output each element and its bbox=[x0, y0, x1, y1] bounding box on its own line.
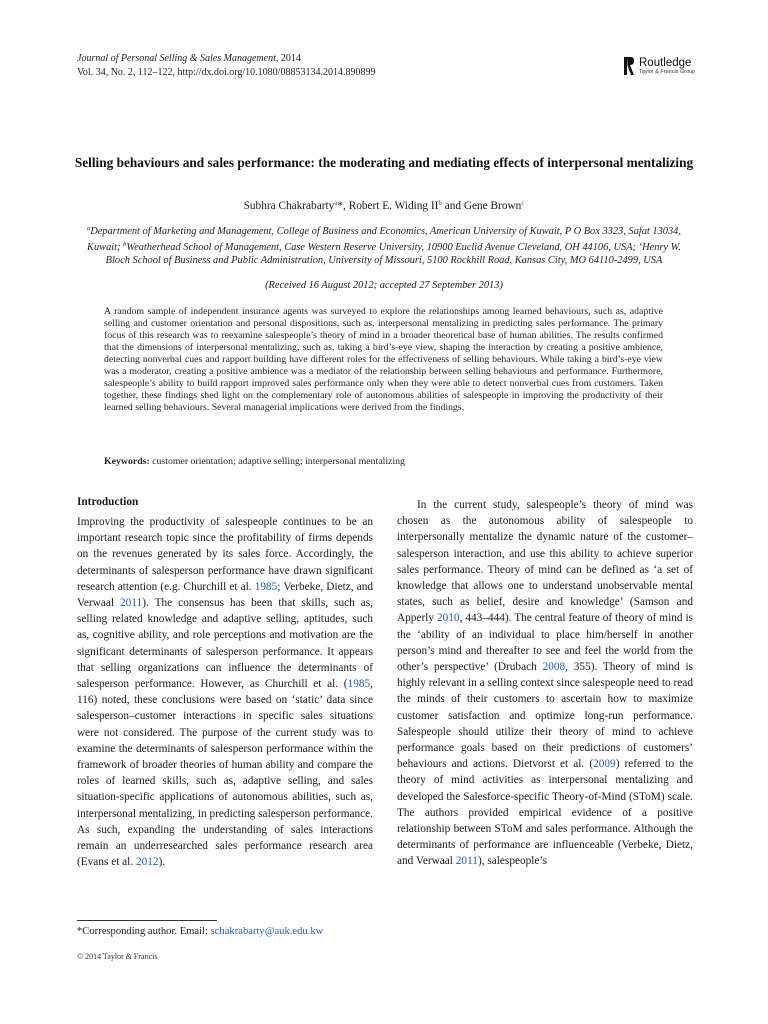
body-paragraph: In the current study, salespeople’s theory of mind was chosen as the autonomous ability of salespeople to interpersonally mentalize the dynamic nature of the customer–salesperson interaction, and use this ability to achieve superior sales performance. Theory of mind can be defined as ‘a set of knowledge that allows one to understand unobservable mental states, such as belief, desire and knowledge’ (Samson and Apperly 2010, 443–444). The central feature of theory of mind is the ‘ability of an individual to place him/herself in another person’s mind and thereafter to see and feel the world from the other’s perspective’ (Drubach 2008, 355). Theory of mind is highly relevant in a selling context since salespeople need to read the minds of their customers to ascertain how to maximize customer satisfaction and optimize long-run performance. Salespeople should utilize their theory of mind to achieve performance goals based on their predictions of customers’ behaviours and actions. Dietvorst et al. (2009) referred to the theory of mind activities as interpersonal mentalizing and developed the Salesforce-specific Theory-of-Mind (SToM) scale. The authors provided empirical evidence of a positive relationship between SToM and sales performance. Although the determinants of performance are influenceable (Verbeke, Dietz, and Verwaal 2011), salespeople’s bbox=[397, 499, 694, 868]
journal-volume-doi[interactable]: Vol. 34, No. 2, 112–122, http://dx.doi.org/10.1080/08853134.2014.890899 bbox=[77, 67, 376, 78]
journal-header bbox=[77, 52, 375, 80]
affiliation-text: Weatherhead School of Management, Case Western Reserve University, 10900 Euclid Avenue Cleveland, OH 44106, USA; bbox=[126, 242, 639, 253]
author-affil-marker[interactable]: a bbox=[334, 199, 338, 207]
abstract: A random sample of independent insurance agents was surveyed to explore the relationships among learned behaviours, such as, adaptive selling and customer orientation and personal dispositions, such as, interpersonal mentalizing in predicting sales performance. The primary focus of this research was to reexamine salespeople’s theory of mind in a broader theoretical base of human abilities. The results confirmed that the dimensions of interpersonal mentalizing, such as, taking a bird’s-eye view, shaping the interaction by creating a positive ambience, detecting nonverbal cues and rapport building have different roles for the effectiveness of selling behaviours. While taking a bird’s-eye view was a moderator, creating a positive ambience was a mediator of the relationship between selling behaviours and performance. Furthermore, salespeople’s ability to build rapport improved sales performance only when they were able to detect nonverbal cues from customers. Taken together, these findings shed light on the complementary role of autonomous abilities of salespeople in improving the productivity of their learned selling behaviours. Several managerial implications were derived from the findings. bbox=[104, 306, 663, 413]
copyright-notice: © 2014 Taylor & Francis bbox=[77, 952, 158, 961]
author-name: Subhra Chakrabarty bbox=[243, 200, 335, 212]
citation-link[interactable]: 2009 bbox=[593, 758, 616, 771]
email-link[interactable]: schakrabarty@auk.edu.kw bbox=[210, 926, 324, 937]
citation-link[interactable]: 2011 bbox=[120, 597, 143, 610]
corresponding-author-footnote: *Corresponding author. Email: schakrabarty@auk.edu.kw bbox=[77, 926, 324, 937]
affil-marker: a bbox=[87, 225, 91, 232]
citation-link[interactable]: 2010 bbox=[436, 612, 460, 625]
author-affil-marker[interactable]: c bbox=[521, 199, 525, 207]
keywords-text: customer orientation; adaptive selling; interpersonal mentalizing bbox=[149, 456, 405, 467]
journal-year: 2014 bbox=[278, 53, 301, 64]
publisher-group: Taylor & Francis Group bbox=[639, 68, 696, 75]
footnote-divider bbox=[77, 920, 217, 921]
right-column bbox=[397, 497, 693, 870]
author-affil-marker[interactable]: b bbox=[438, 199, 442, 207]
corresponding-marker: * bbox=[337, 200, 344, 212]
citation-link[interactable]: 2012 bbox=[135, 856, 159, 869]
author-name: , Robert E. Widing II bbox=[343, 200, 439, 212]
affil-marker: b bbox=[123, 241, 127, 248]
citation-link[interactable]: 2011 bbox=[455, 855, 478, 868]
author-name: and Gene Brown bbox=[441, 200, 522, 212]
keywords bbox=[104, 456, 663, 468]
section-heading: Introduction bbox=[77, 496, 139, 508]
affiliations: $^a$Department of Marketing and Management, College of Business and Economics, American University of Kuwait, P O Box 3323, Safat 13034, Kuwait; $^b$Weatherhead School of Management, Case Western Reserve University, 10900 Euclid Avenue Cleveland, OH 44106, USA; ‘Henry W. Bloch School of Business and Public Administration, University of Missouri, 5100 Rockhill Road, Kansas City, MO 64110-2499, USA bbox=[87, 225, 681, 266]
received-dates bbox=[70, 279, 698, 292]
publisher-logo bbox=[623, 56, 695, 76]
affiliation-text: Henry W. Bloch School of Business and Public Administration, University of Missouri, 5100 Rockhill Road, Kansas City, MO 64110-2499, USA bbox=[105, 242, 681, 266]
left-column bbox=[77, 494, 373, 870]
article-title: Selling behaviours and sales performance: the moderating and mediating effects of interpersonal mentalizing bbox=[74, 155, 694, 170]
citation-link[interactable]: 1985 bbox=[254, 580, 278, 593]
keywords-label: Keywords: bbox=[104, 456, 150, 467]
received-text: (Received 16 August 2012; accepted 27 September 2013) bbox=[265, 280, 503, 291]
body-paragraph: Improving the productivity of salespeople continues to be an important research topic since the profitability of firms depends on the revenues generated by its sales force. Accordingly, the determinants of salesperson performance have drawn significant research attention (e.g. Churchill et al. 1985; Verbeke, Dietz, and Verwaal 2011). The consensus has been that skills, such as, selling related knowledge and adaptive selling, aptitudes, such as, cognitive ability, and role perceptions and motivation are the significant determinants of salesperson performance. It appears that selling organizations can influence the determinants of salesperson performance. However, as Churchill et al. (1985, 116) noted, these conclusions were based on ‘static’ data since salesperson–customer interactions in specific sales situations were not considered. The purpose of the current study was to examine the determinants of salesperson performance within the framework of broader theories of human ability and compare the roles of learned skills, such as, adaptive selling, and sales situation-specific applications of autonomous abilities, such as, interpersonal mentalizing, in predicting salesperson performance. As such, expanding the understanding of sales interactions remain an underresearched sales performance research area (Evans et al. 2012). bbox=[77, 516, 374, 869]
publisher-name: Routledge bbox=[639, 56, 692, 69]
citation-link[interactable]: 2008 bbox=[542, 661, 566, 674]
routledge-logo-icon bbox=[623, 56, 635, 76]
affiliation-text: Department of Marketing and Management, College of Business and Economics, American University of Kuwait, P O Box 3323, Safat 13034, Kuwait; bbox=[87, 226, 681, 253]
citation-link[interactable]: 1985 bbox=[347, 678, 371, 691]
journal-name: Journal of Personal Selling & Sales Management, bbox=[77, 53, 279, 64]
author-list bbox=[70, 196, 698, 213]
